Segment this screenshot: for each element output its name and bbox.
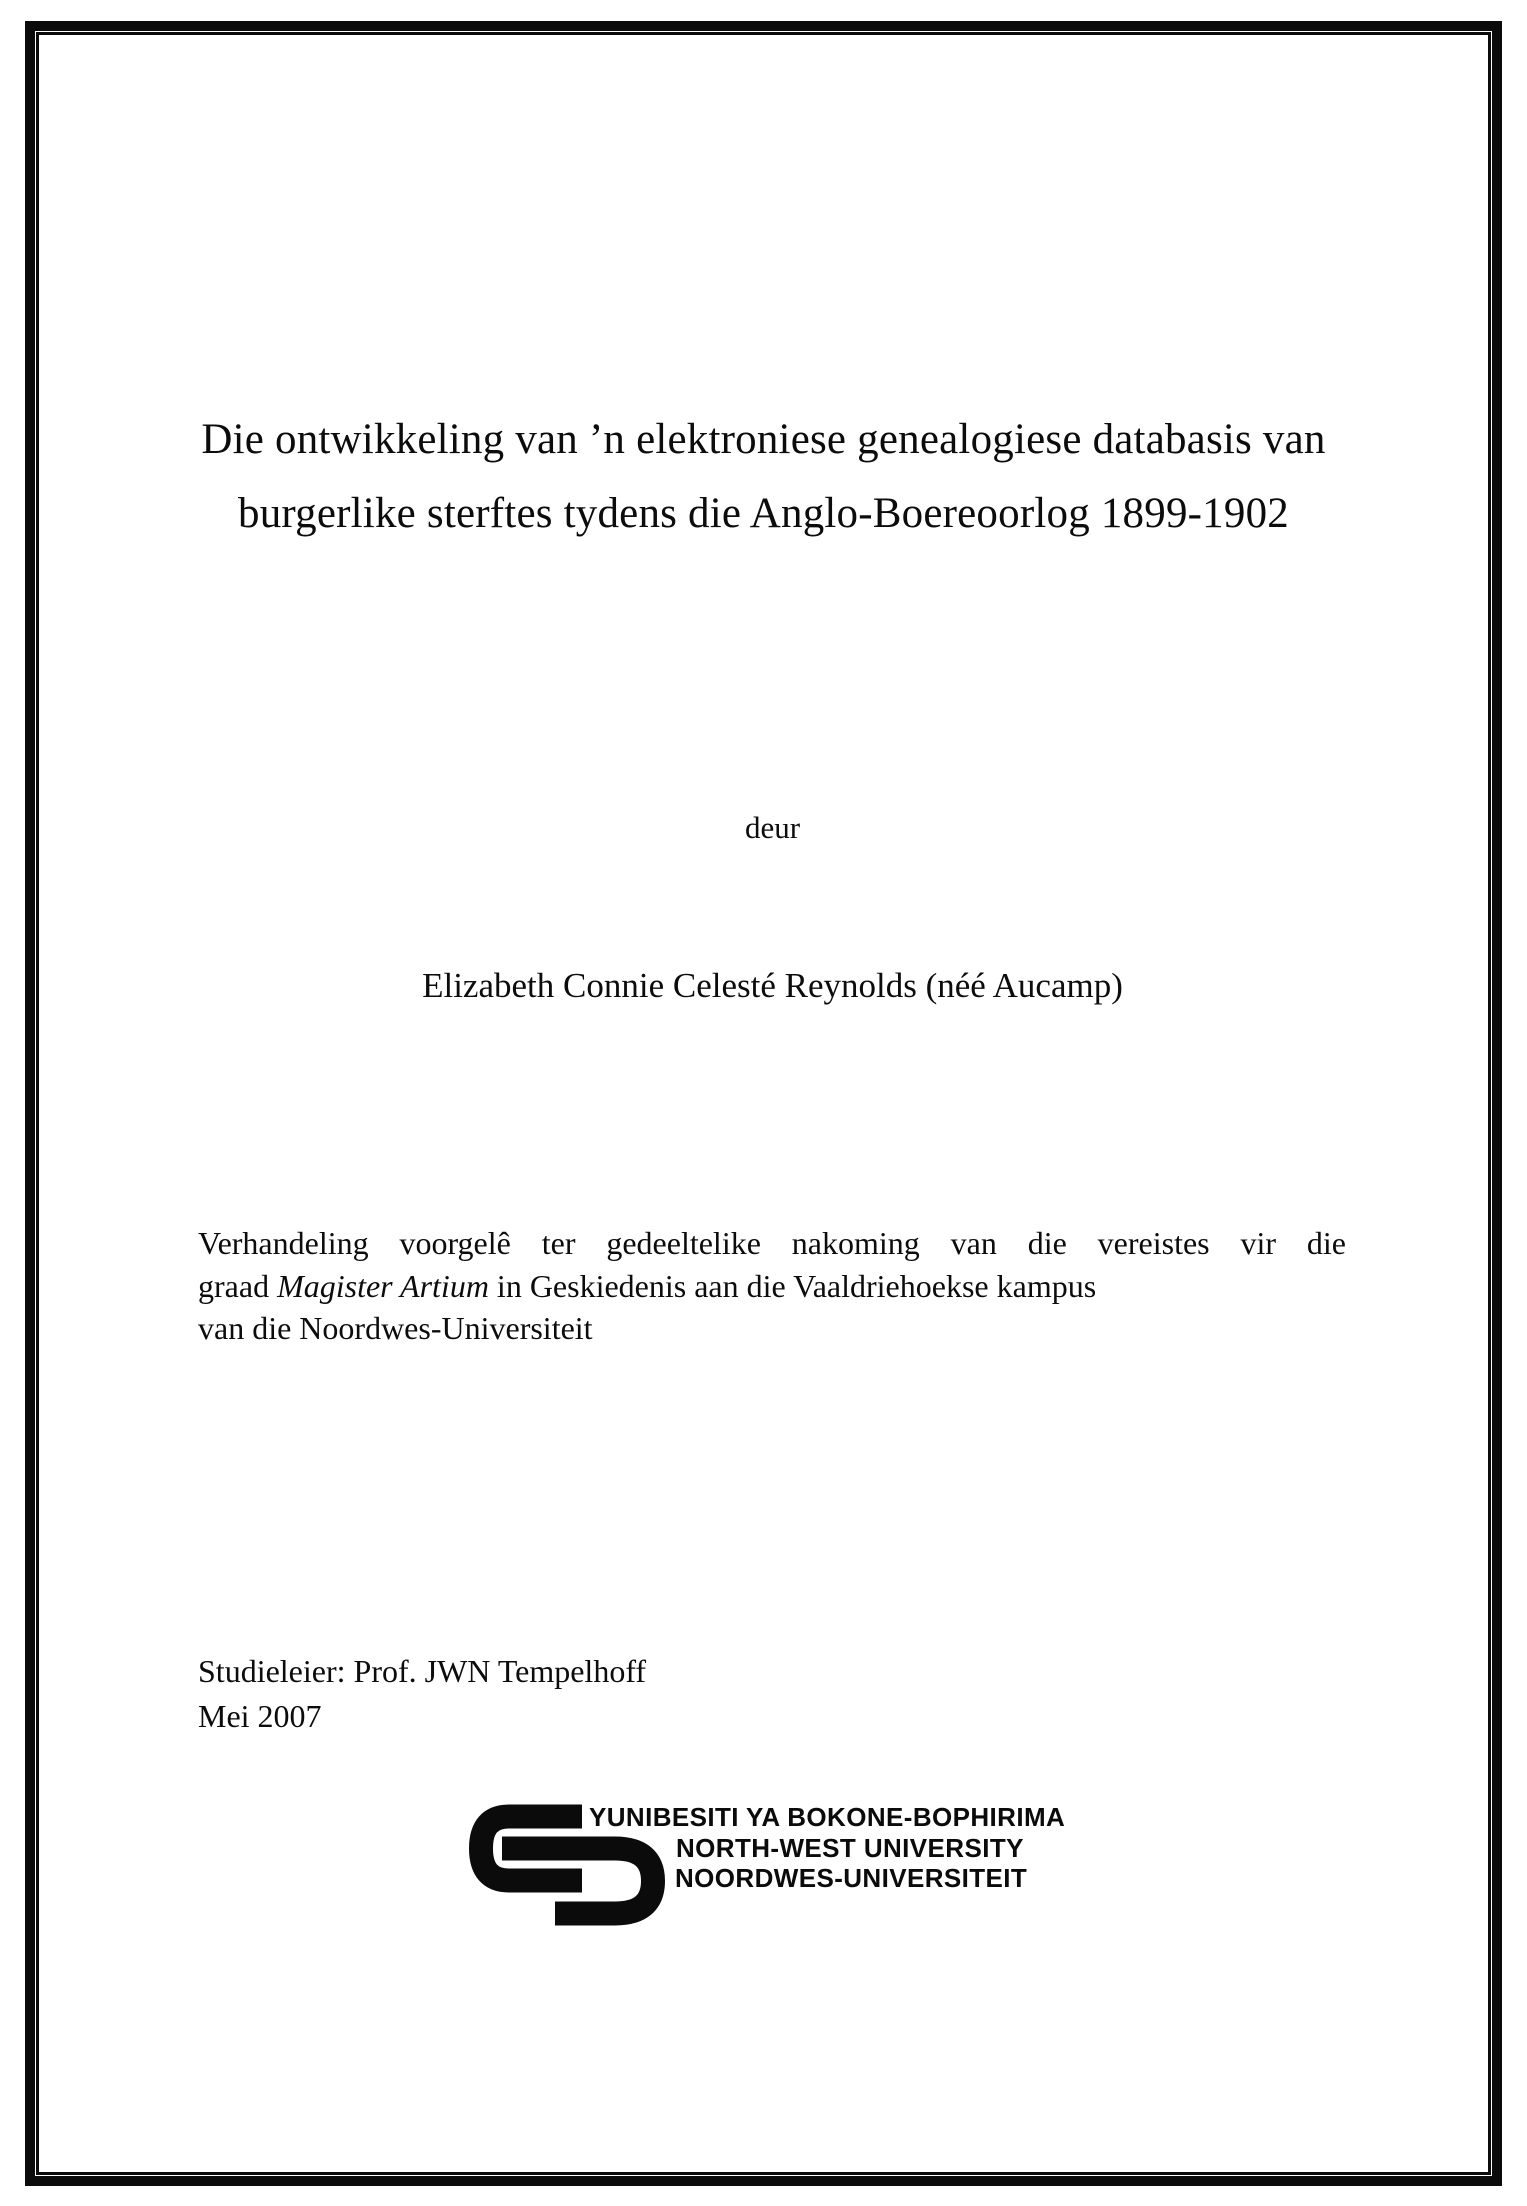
degree-statement-line-2 <box>198 1265 1346 1308</box>
logo-text-afrikaans: NOORDWES-UNIVERSITEIT <box>675 1863 1028 1893</box>
thesis-title-line-1: Die ontwikkeling van ’n elektroniese genealogiese databasis van <box>201 416 1326 463</box>
thesis-title <box>80 403 1447 551</box>
date-line: Mei 2007 <box>198 1698 322 1734</box>
degree-statement-line-2-prefix: graad <box>198 1267 278 1304</box>
degree-statement-line-3: van die Noordwes-Universiteit <box>198 1310 593 1346</box>
logo-text-english: NORTH-WEST UNIVERSITY <box>676 1833 1024 1863</box>
degree-statement-line-1: Verhandeling voorgelê ter gedeeltelike nakoming van die vereistes vir die <box>198 1225 1346 1261</box>
university-logo <box>463 1801 1083 1941</box>
degree-statement-line-2-suffix: in Geskiedenis aan die Vaaldriehoekse kampus <box>488 1267 1097 1304</box>
byline: deur <box>744 810 801 845</box>
degree-name-italic: Magister Artium <box>277 1267 489 1304</box>
thesis-title-line-2: burgerlike sterftes tydens die Anglo-Boereoorlog 1899-1902 <box>238 490 1289 537</box>
supervisor-line: Studieleier: Prof. JWN Tempelhoff <box>198 1653 647 1689</box>
author-name: Elizabeth Connie Celesté Reynolds (néé Aucamp) <box>422 966 1123 1005</box>
degree-statement <box>198 1222 1346 1350</box>
logo-text-setswana: YUNIBESITI YA BOKONE-BOPHIRIMA <box>589 1802 1066 1832</box>
supervisor-block <box>198 1649 646 1739</box>
